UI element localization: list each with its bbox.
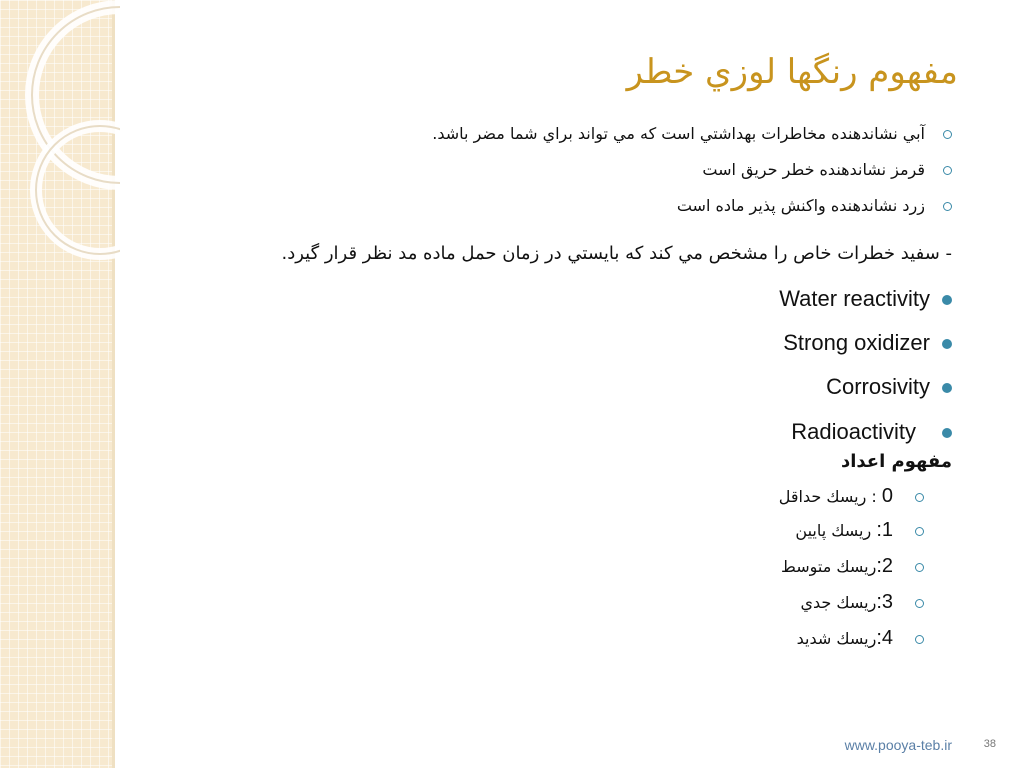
page-number: 38 — [983, 738, 996, 750]
white-note: - سفيد خطرات خاص را مشخص مي كند كه بايستي در زمان حمل ماده مد نظر قرار گيرد. — [281, 243, 952, 264]
numbers-heading: مفهوم اعداد — [841, 451, 952, 472]
list-item: آبي نشاندهنده مخاطرات بهداشتي است كه مي تواند براي شما مضر باشد. — [432, 124, 952, 143]
decorative-circles — [0, 0, 120, 300]
slide-title: مفهوم رنگها لوزي خطر — [626, 52, 958, 92]
list-item: 4:ريسك شديد — [797, 627, 924, 650]
list-item: قرمز نشاندهنده خطر حريق است — [702, 160, 952, 179]
bullet-icon — [915, 635, 924, 644]
list-item: Water reactivity — [779, 286, 952, 312]
list-item: Radioactivity — [791, 419, 952, 445]
bullet-icon — [915, 493, 924, 502]
list-item: 2:ريسك متوسط — [781, 555, 924, 578]
bullet-icon — [942, 428, 952, 438]
list-item: 3:ريسك جدي — [800, 591, 924, 614]
list-item: Strong oxidizer — [783, 330, 952, 356]
bullet-icon — [942, 383, 952, 393]
bullet-icon — [943, 202, 952, 211]
footer-url: www.pooya-teb.ir — [844, 737, 952, 753]
bullet-icon — [915, 563, 924, 572]
bullet-icon — [915, 599, 924, 608]
bullet-icon — [915, 527, 924, 536]
list-item: 1: ريسك پايين — [795, 519, 924, 542]
bullet-icon — [942, 339, 952, 349]
list-item: 0 : ريسك حداقل — [779, 485, 924, 508]
bullet-icon — [942, 295, 952, 305]
list-item: Corrosivity — [826, 374, 952, 400]
bullet-icon — [943, 130, 952, 139]
bullet-icon — [943, 166, 952, 175]
list-item: زرد نشاندهنده واكنش پذير ماده است — [677, 196, 952, 215]
